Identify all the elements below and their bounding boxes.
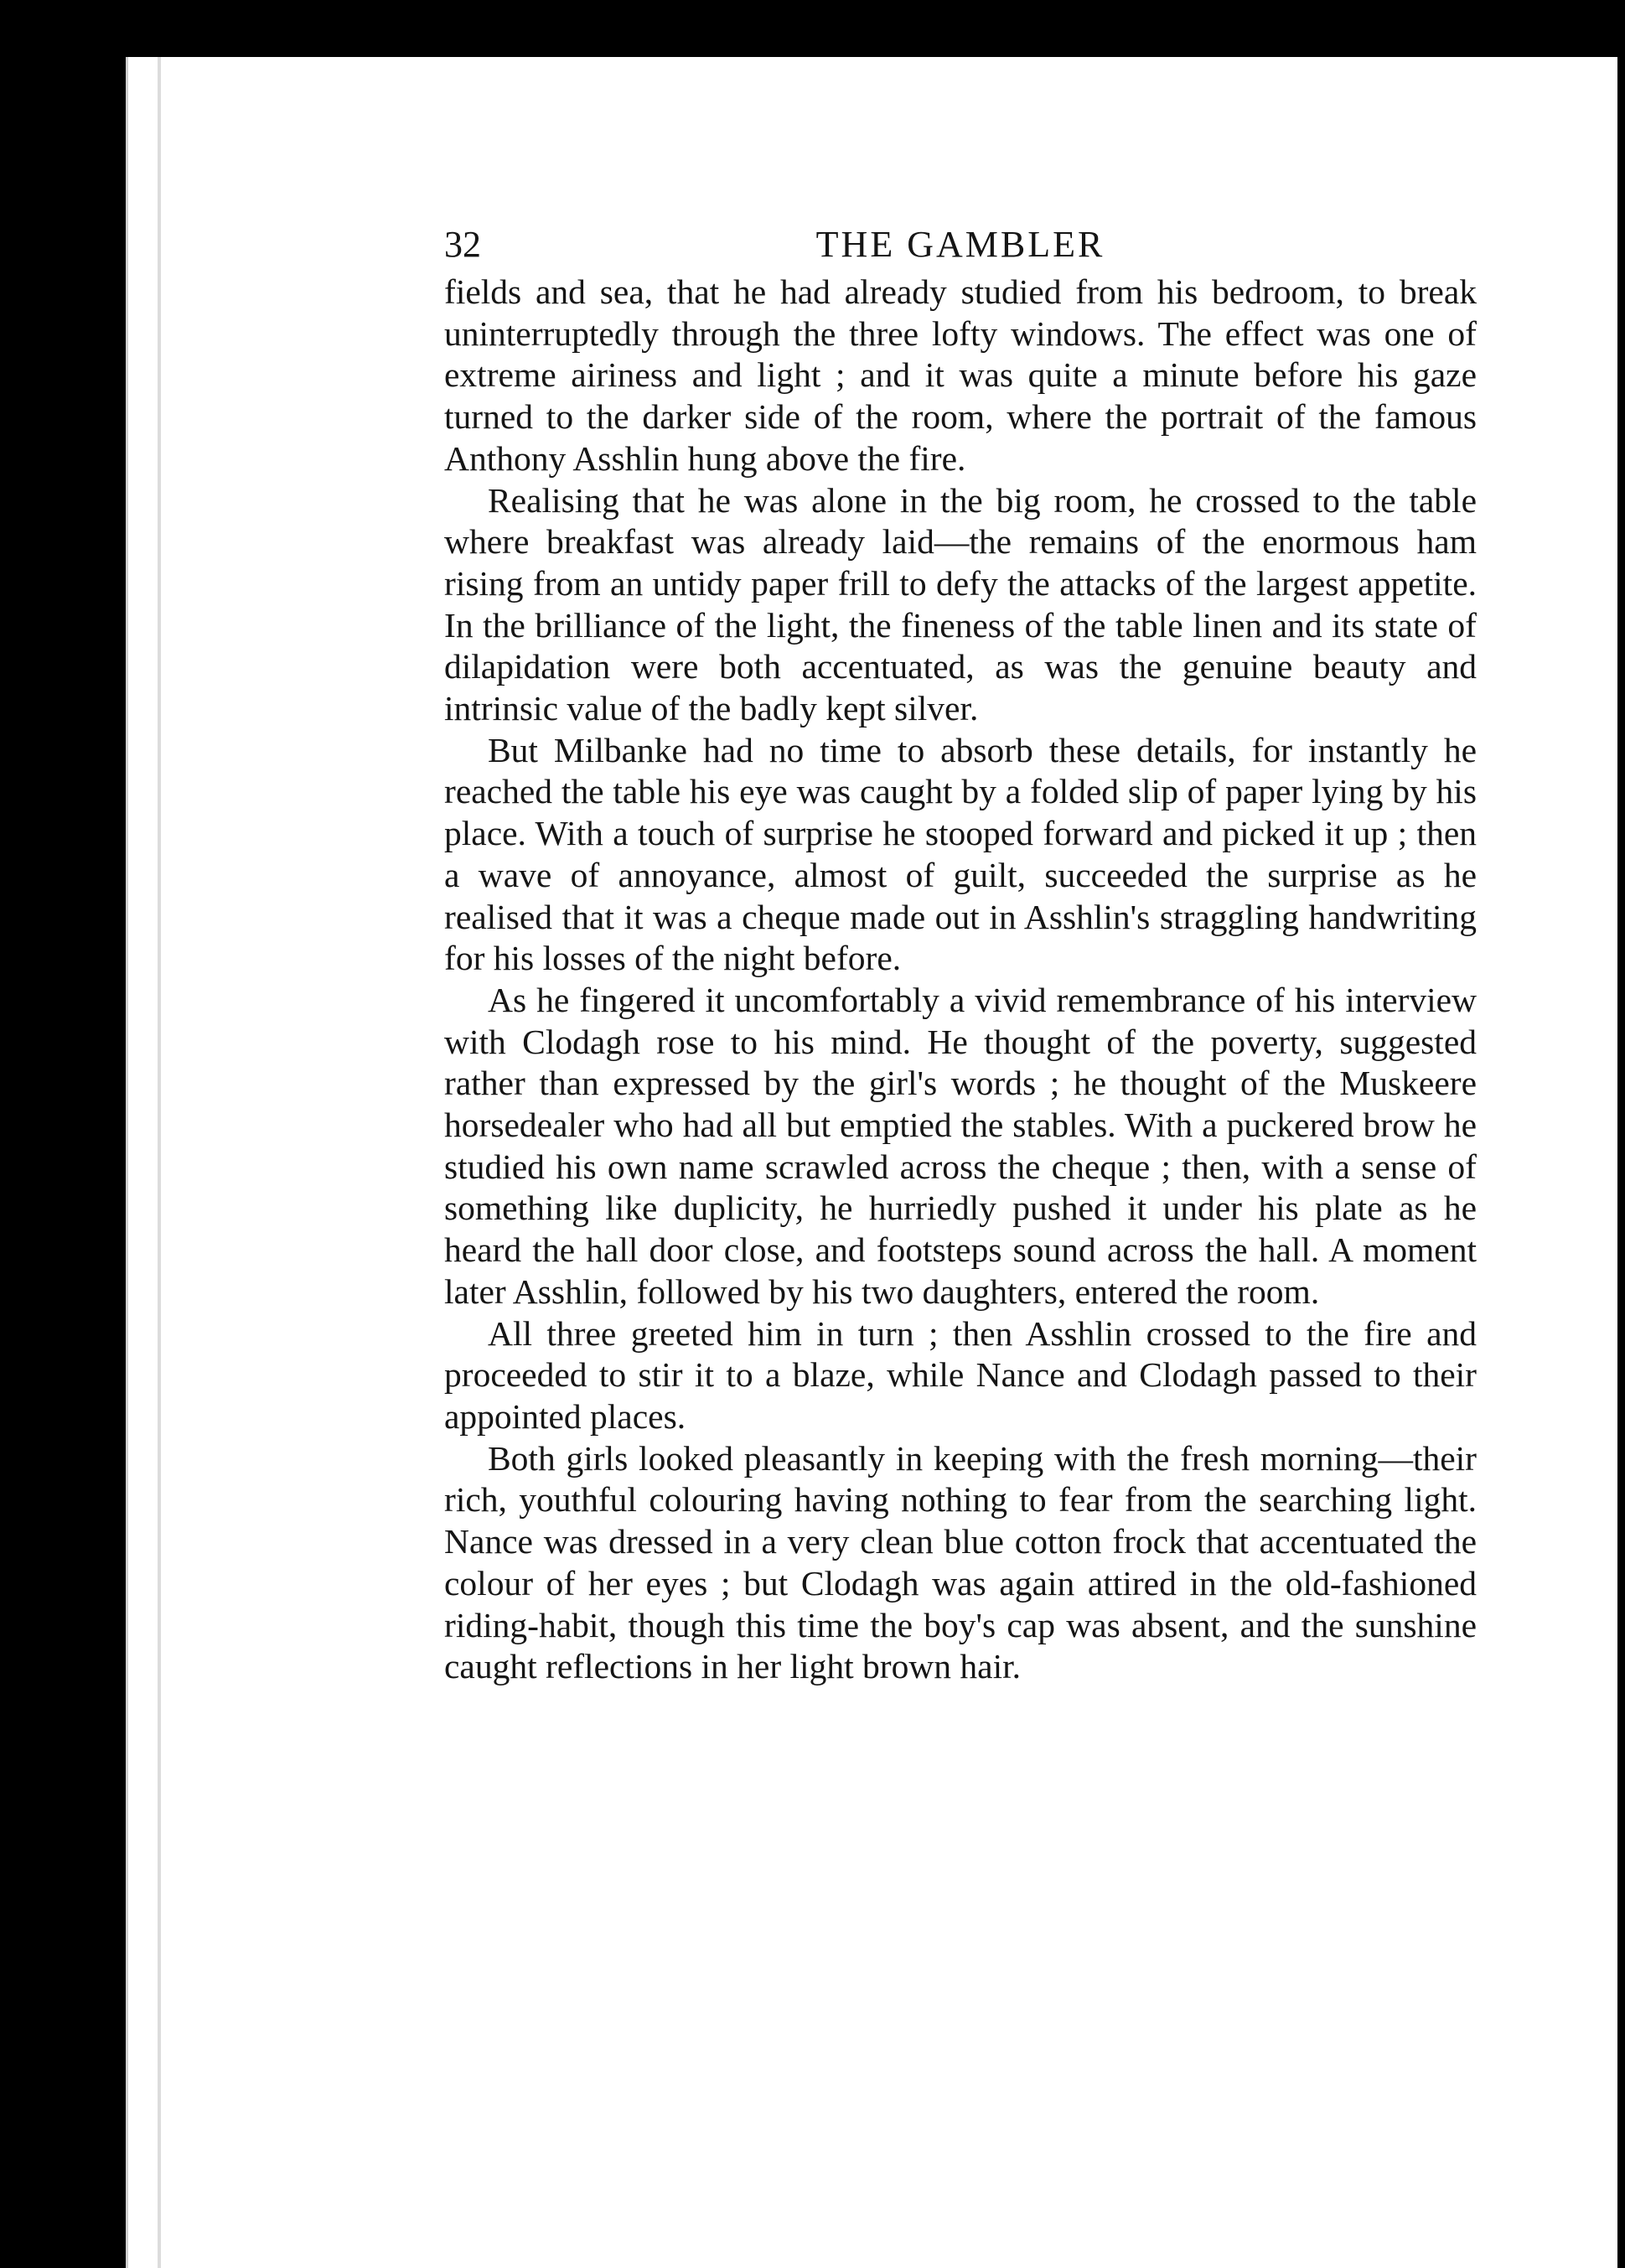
page-number: 32 <box>444 224 481 265</box>
paragraph-6: Both girls looked pleasantly in keeping with the fresh morning—their rich, youthful colouring having nothing to fear from the searching light. Nance was dressed in a very clean blue cotton frock that accentuated the colour of her eyes ; but Clodagh was again attired in the old-fashioned riding-habit, though this time the boy's cap was absent, and the sunshine caught reflections in her light brown hair. <box>444 1438 1477 1686</box>
paragraph-1: fields and sea, that he had already studied from his bedroom, to break uninterruptedly through the three lofty windows. The effect was one of extreme airiness and light ; and it was quite a minute before his gaze turned to the darker side of the room, where the portrait of the famous Anthony Asshlin hung above the fire. <box>444 272 1477 478</box>
text-block <box>444 220 1477 1688</box>
paragraph-5: All three greeted him in turn ; then Asshlin crossed to the fire and proceeded to stir it to a blaze, while Nance and Clodagh passed to their appointed places. <box>444 1313 1477 1436</box>
paragraph-3: But Milbanke had no time to absorb these details, for instantly he reached the table his eye was caught by a folded slip of paper lying by his place. With a touch of surprise he stooped forward and picked it up ; then a wave of annoyance, almost of guilt, succeeded the surprise as he realised that it was a cheque made out in Asshlin's straggling handwriting for his losses of the night before. <box>444 730 1477 978</box>
running-head <box>444 220 1477 270</box>
paragraph-2: Realising that he was alone in the big room, he crossed to the table where breakfast was already laid—the remains of the enormous ham rising from an untidy paper frill to defy the attacks of the largest appetite. In the brilliance of the light, the fineness of the table linen and its state of dilapidation were both accentuated, as was the genuine beauty and intrinsic value of the badly kept silver. <box>444 480 1477 728</box>
paragraph-4: As he fingered it uncomfortably a vivid remembrance of his interview with Clodagh rose to his mind. He thought of the poverty, suggested rather than expressed by the girl's words ; he thought of the Muskeere horsedealer who had all but emptied the stables. With a puckered brow he studied his own name scrawled across the cheque ; then, with a sense of something like duplicity, he hurriedly pushed it under his plate as he heard the hall door close, and footsteps sound across the hall. A moment later Asshlin, followed by his two daughters, entered the room. <box>444 980 1477 1311</box>
page-edge <box>158 57 161 2268</box>
running-title: THE GAMBLER <box>815 224 1105 265</box>
